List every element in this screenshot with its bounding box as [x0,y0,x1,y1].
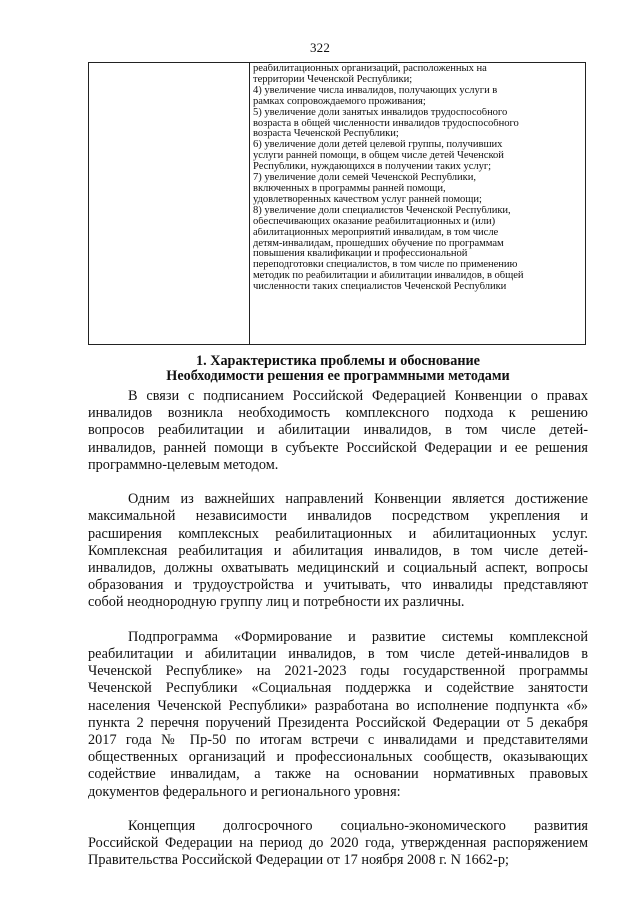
table-line: 8) увеличение доли специалистов Чеченской Республики, [253,205,511,216]
text-line: Одним из важнейших направлений Конвенции является достижение [128,491,588,508]
text-line: Российской Федерации на период до 2020 года, утвержденная распоряжением [88,835,588,852]
text-line: инвалидов, должны охватывать медицинский и социальный аспект, вопросы [88,560,588,577]
text-line: Чеченской Республике» на 2021-2023 годы государственной программы [88,663,588,680]
page-number: 322 [309,40,331,55]
paragraph [88,491,588,611]
body-text [88,388,588,870]
text-line: Концепция долгосрочного социально-экономического развития [128,818,588,835]
text-line: программно-целевым методом. [88,456,279,473]
text-line: населения Чеченской Республики» разработана во исполнение подпункта «б» [88,697,588,714]
text-line: документов федерального и регионального уровня: [88,783,401,800]
text-line: расширения комплексных реабилитационных и абилитационных услуг. [88,525,588,542]
text-line: Чеченской Республики «Социальная поддержка и содействие занятости [88,680,588,697]
text-line: инвалидов возникла необходимость комплексного подхода к решению [88,405,588,422]
text-line: собой неоднородную группу лиц и потребности их различны. [88,594,465,611]
table-line: численности таких специалистов Чеченской Республики [253,282,507,293]
table-label-cell [89,63,250,345]
table-text-block [250,63,585,293]
paragraph [88,629,588,801]
table-line: переподготовки специалистов, в том числе по применению [253,260,518,271]
heading-line: Необходимости решения ее программными методами [166,368,510,384]
text-line: 2017 года № Пр-50 по итогам встречи с инвалидами и представителями [88,732,588,749]
table-line: включенных в программы ранней помощи, [253,183,446,194]
table-line: реабилитационных организаций, расположенных на [253,64,487,74]
text-line: пункта 2 перечня поручений Президента Российской Федерации от 5 декабря [88,714,588,731]
paragraph [88,388,588,474]
text-line: содействие инвалидам, а также на основании нормативных правовых [88,766,588,783]
table-line: Республики, нуждающихся в получении таких услуг; [253,162,492,173]
table-row [89,63,586,345]
table-line: повышения квалификации и профессиональной [253,249,468,260]
text-line: общественных организаций и профессиональных сообществ, оказывающих [88,749,588,766]
text-line: реабилитации и абилитации инвалидов, в том числе детей-инвалидов в [88,646,588,663]
table-line: возраста Чеченской Республики; [253,129,399,140]
heading-line: 1. Характеристика проблемы и обоснование [196,353,480,369]
text-line: вопросов реабилитации и абилитации инвалидов, в том числе детей- [88,422,588,439]
table-line: детям-инвалидам, прошедших обучение по программам [253,238,504,249]
text-line: В связи с подписанием Российской Федерацией Конвенции о правах [128,388,588,404]
section-heading [88,354,588,384]
text-line: Комплексная реабилитация и абилитация инвалидов, в том числе детей- [88,542,588,559]
table-line: территории Чеченской Республики; [253,74,413,85]
table-line: возраста в общей численности инвалидов трудоспособного [253,118,519,129]
paragraph [88,818,588,870]
table-line: методик по реабилитации и абилитации инвалидов, в общей [253,271,524,282]
table-line: удовлетворенных качеством услуг ранней помощи; [253,194,482,205]
table-line: рамках сопровождаемого проживания; [253,96,426,107]
text-line: образования и трудоустройства и учитывать, что инвалиды представляют [88,577,588,594]
table-content-cell [250,63,586,345]
table-line: услуги ранней помощи, в общем числе детей Чеченской [253,151,504,162]
table-line: обеспечивающих оказание реабилитационных и (или) [253,216,496,227]
table-line: абилитационных мероприятий инвалидам, в том числе [253,227,499,238]
table-line: 7) увеличение доли семей Чеченской Республики, [253,173,476,184]
table-line: 4) увеличение числа инвалидов, получающих услуги в [253,85,498,96]
text-line: Правительства Российской Федерации от 17 ноября 2008 г. N 1662-р; [88,852,509,869]
table-line: 5) увеличение доли занятых инвалидов трудоспособного [253,107,508,118]
text-line: инвалидов, ранней помощи в субъекте Российской Федерации и ее решения [88,439,588,456]
outcomes-table [88,62,586,345]
table-line: 6) увеличение доли детей целевой группы, получивших [253,140,503,151]
text-line: максимальной независимости инвалидов посредством укрепления и [88,508,588,525]
text-line: Подпрограмма «Формирование и развитие системы комплексной [128,628,588,645]
